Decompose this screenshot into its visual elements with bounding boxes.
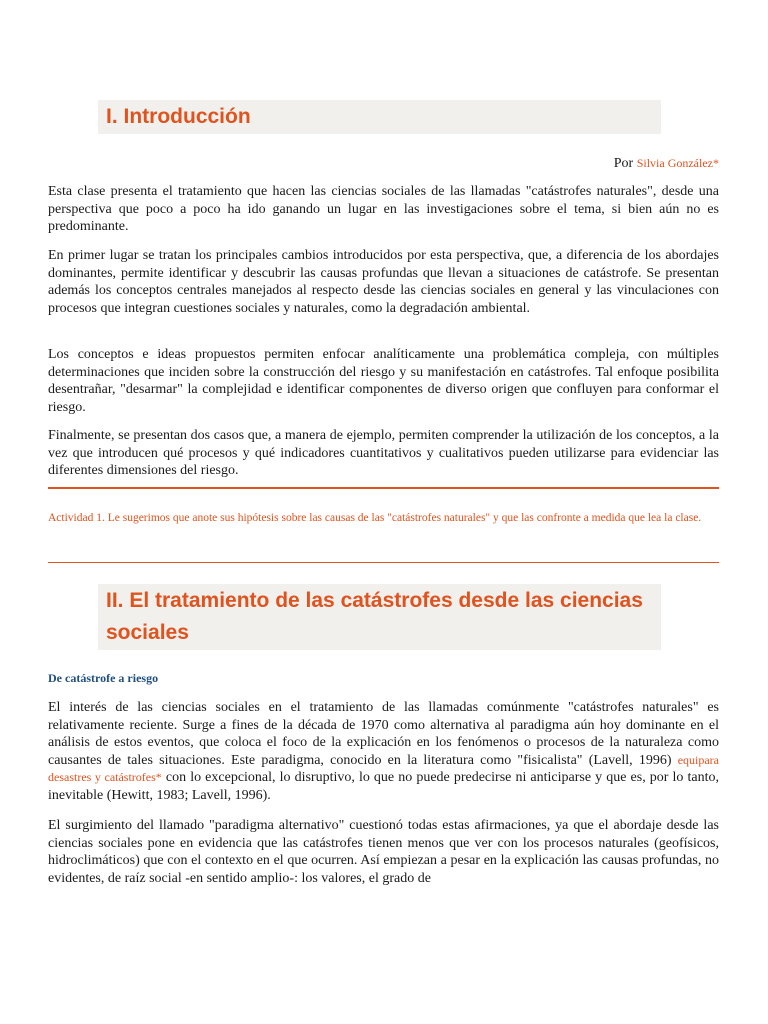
paragraph-text: El interés de las ciencias sociales en el tratamiento de las llamadas comúnmente "catástrofes naturales" es relativamente reciente. Surge a fines de la década de 1970 como alternativa al paradigma aún hoy dominante en el análisis de estos eventos, que coloca el foco de la explicación en los fenómenos o procesos de la naturaleza como causantes de tales situaciones. Este paradigma, conocido en la literatura como "fisicalista" (Lavell, 1996): [48, 700, 719, 768]
byline: [614, 155, 719, 172]
section-title-introduccion: I. Introducción: [98, 100, 661, 134]
paragraph-intro-2: En primer lugar se tratan los principales cambios introducidos por esta perspectiva, que, a diferencia de los abordajes dominantes, permite identificar y descubrir las causas profundas que llevan a situaciones de catástrofe. Se presentan además los conceptos centrales manejados al respecto desde las ciencias sociales en general y las vinculaciones con procesos que integran cuestiones sociales y naturales, como la degradación ambiental.: [48, 248, 719, 316]
paragraph-intro-4: Finalmente, se presentan dos casos que, a manera de ejemplo, permiten comprender la utilización de los conceptos, a la vez que introducen qué procesos y qué indicadores cuantitativos y cualitativos pueden utilizarse para evidenciar las diferentes dimensiones del riesgo.: [48, 428, 719, 479]
glossary-link[interactable]: equipara desastres y catástrofes*: [48, 752, 719, 785]
byline-prefix: Por: [613, 156, 634, 171]
paragraph-section2-1: [48, 699, 719, 805]
activity-divider-bottom: [48, 562, 719, 563]
subheading-catastrofe-riesgo: De catástrofe a riesgo: [48, 671, 159, 685]
activity-divider-top: [48, 487, 719, 489]
paragraph-intro-3: Los conceptos e ideas propuestos permiten enfocar analíticamente una problemática compleja, con múltiples determinaciones que inciden sobre la construcción del riesgo y su manifestación en catástrofes. Tal enfoque posibilita desentrañar, "desarmar" la complejidad e identificar componentes de diverso origen que confluyen para conformar el riesgo.: [48, 347, 719, 415]
section-title-tratamiento: II. El tratamiento de las catástrofes desde las ciencias sociales: [98, 584, 661, 650]
paragraph-text: con lo excepcional, lo disruptivo, lo que no puede predecirse ni anticiparse y que es, por lo tanto, inevitable (Hewitt, 1983; Lavell, 1996).: [48, 770, 720, 803]
paragraph-intro-1: Esta clase presenta el tratamiento que hacen las ciencias sociales de las llamadas "catástrofes naturales", desde una perspectiva que poco a poco ha ido ganando un lugar en las investigaciones sobre el tema, si bien aún no es predominante.: [48, 184, 719, 235]
activity-note: Actividad 1. Le sugerimos que anote sus hipótesis sobre las causas de las "catástrofes naturales" y que las confronte a medida que lea la clase.: [48, 512, 702, 524]
paragraph-section2-2: El surgimiento del llamado "paradigma alternativo" cuestionó todas estas afirmaciones, ya que el abordaje desde las ciencias sociales pone en evidencia que las catástrofes tienen menos que ver con los procesos naturales (geofísicos, hidroclimáticos) que con el contexto en el que ocurren. Así empiezan a pesar en la explicación las causas profundas, no evidentes, de raíz social -en sentido amplio-: los valores, el grado de: [48, 818, 719, 886]
author-link[interactable]: Silvia González*: [636, 156, 719, 170]
